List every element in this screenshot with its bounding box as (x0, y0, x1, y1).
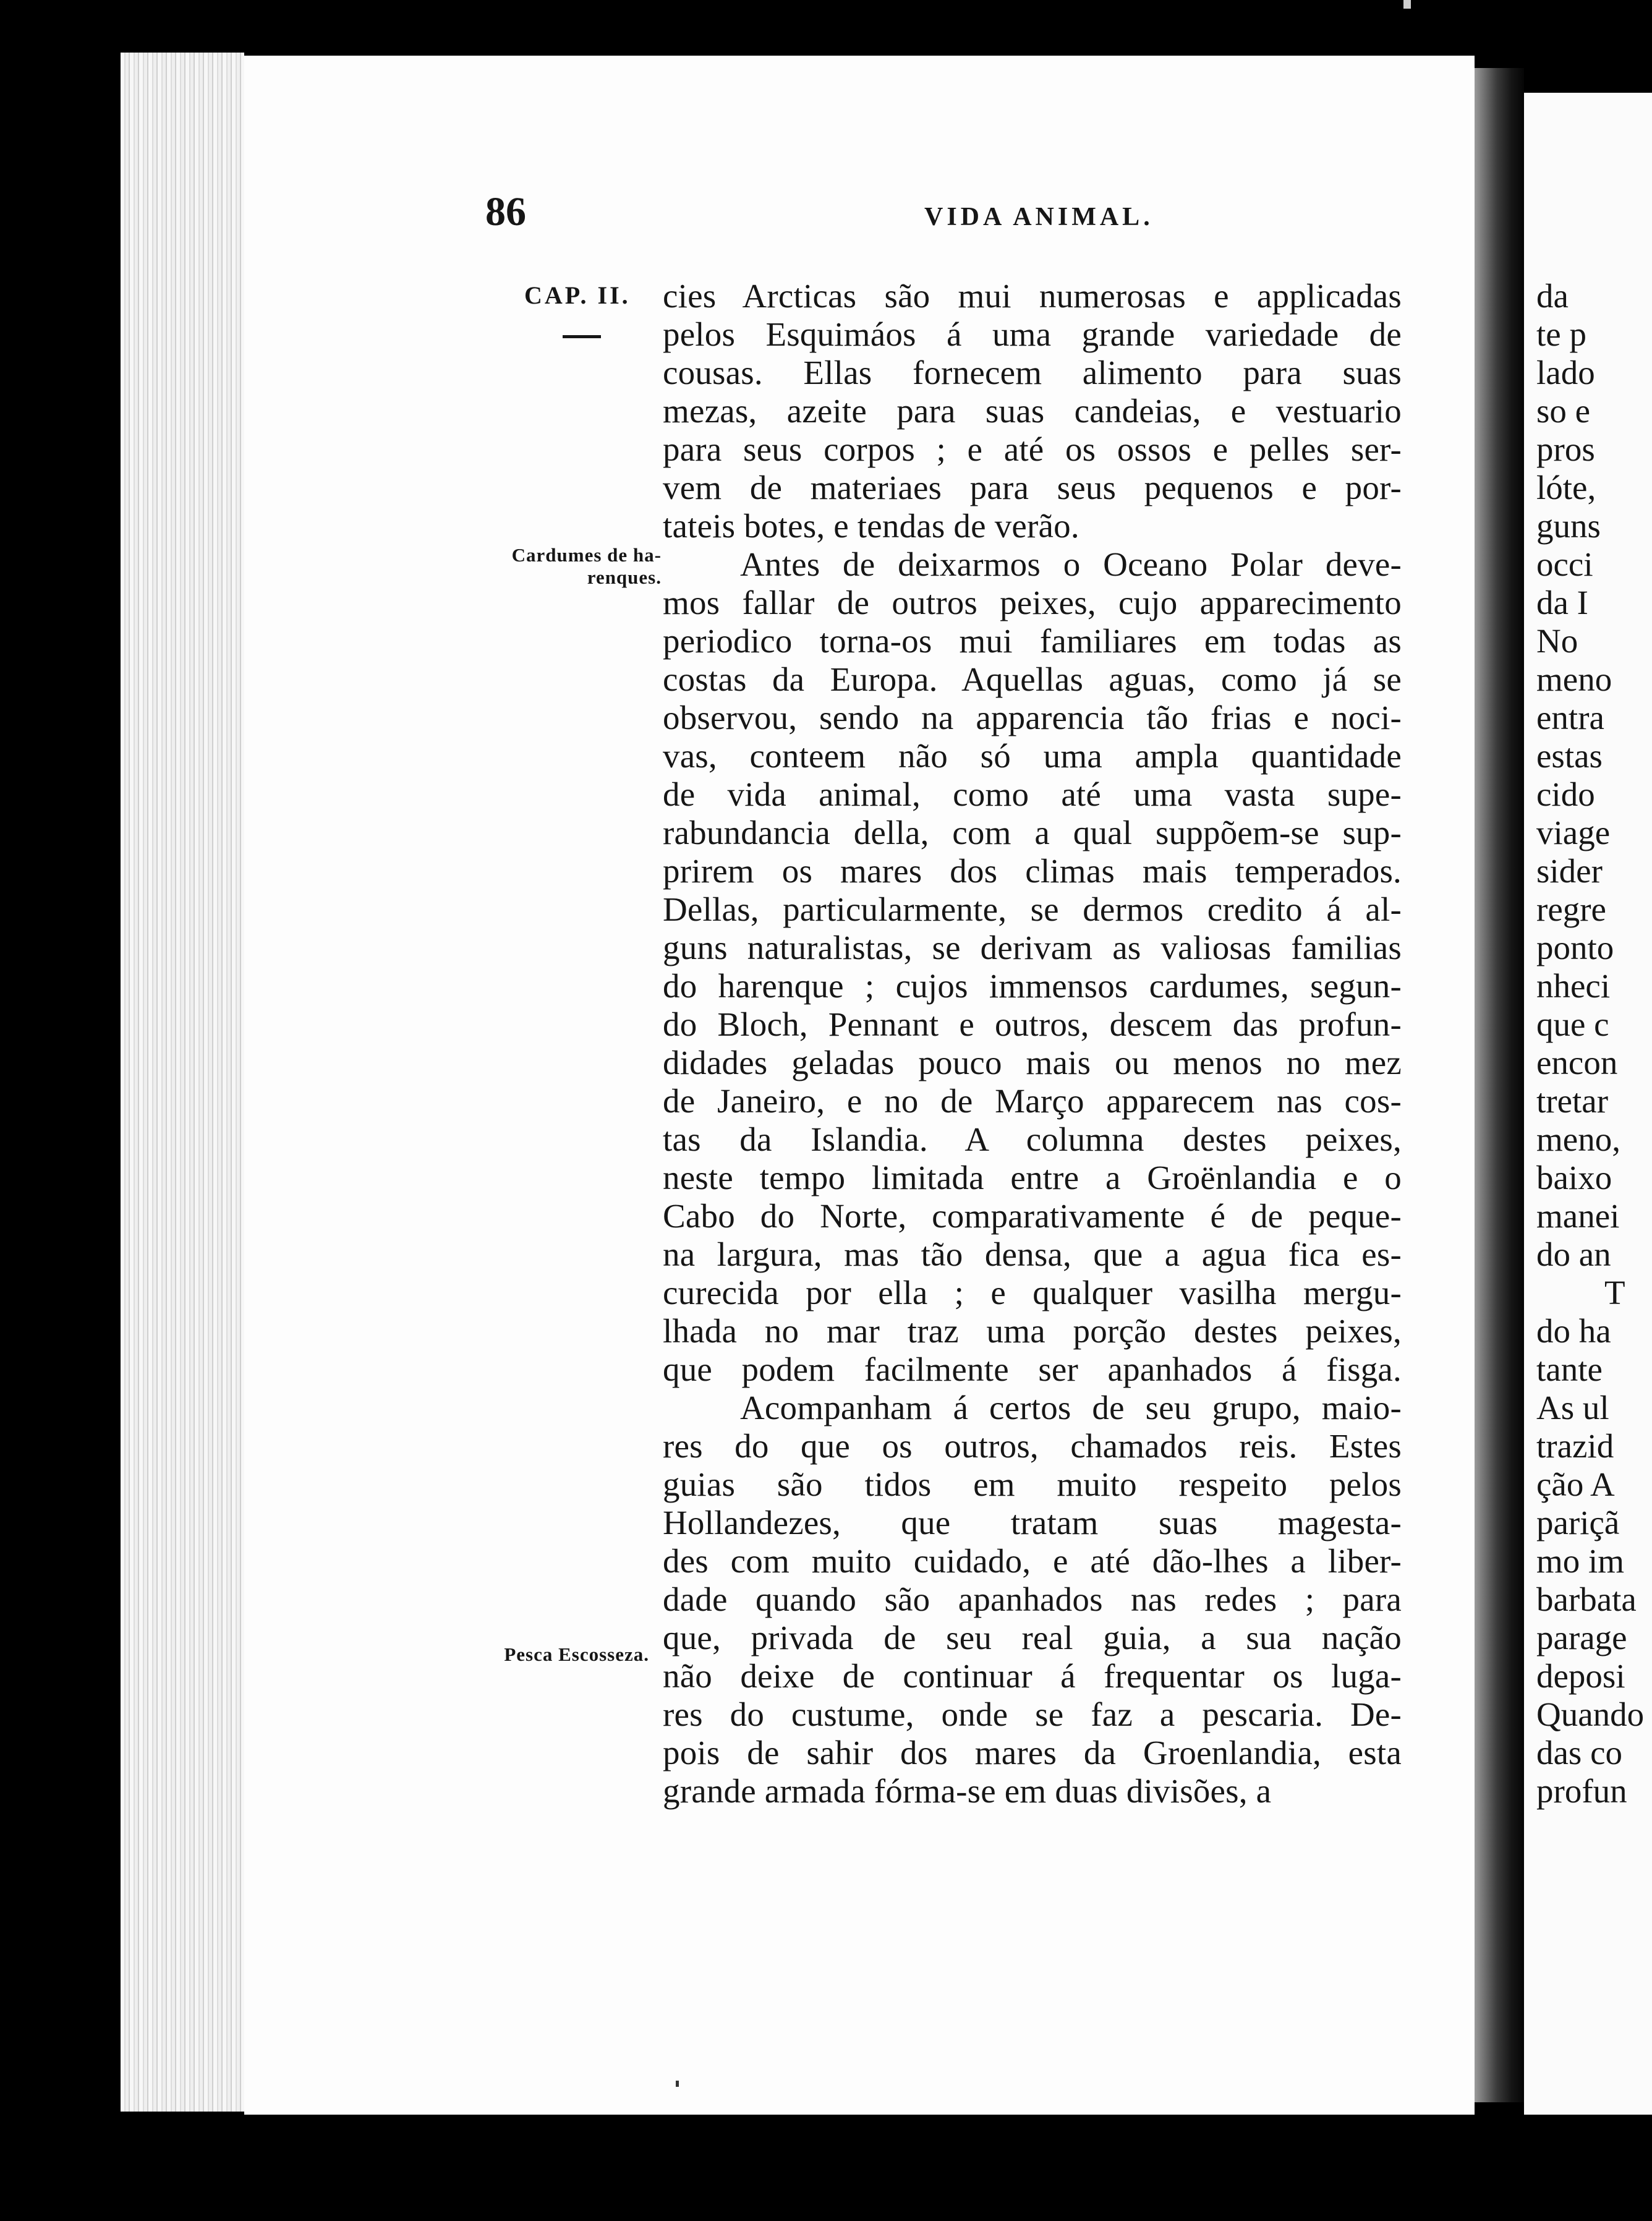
facing-page-line: ponto (1536, 929, 1614, 966)
facing-page-line: T (1604, 1274, 1625, 1311)
text-line: lhada no mar traz uma porção destes peixes, (663, 1312, 1402, 1350)
text-line: observou, sendo na apparencia tão frias e noci- (663, 699, 1402, 736)
facing-page-line: da (1536, 277, 1569, 315)
text-line: de Janeiro, e no de Março apparecem nas cos- (663, 1082, 1402, 1120)
facing-page-line: meno, (1536, 1120, 1620, 1158)
facing-page-line: entra (1536, 699, 1604, 736)
facing-page-line: mo im (1536, 1542, 1625, 1580)
text-line: do harenque ; cujos immensos cardumes, segun- (663, 967, 1402, 1005)
text-line: curecida por ella ; e qualquer vasilha mergu- (663, 1274, 1402, 1311)
facing-page-line: cido (1536, 775, 1595, 813)
text-line: vem de materiaes para seus pequenos e por- (663, 469, 1402, 506)
facing-page-line: te p (1536, 315, 1586, 353)
text-line: Cabo do Norte, comparativamente é de peque- (663, 1197, 1402, 1235)
facing-page-line: occi (1536, 545, 1593, 583)
running-title: VIDA ANIMAL. (924, 203, 1154, 231)
scan-artifact (1403, 0, 1411, 9)
text-line: res do que os outros, chamados reis. Estes (663, 1427, 1402, 1465)
text-line: Hollandezes, que tratam suas magesta- (663, 1504, 1402, 1541)
facing-page-line: lóte, (1536, 469, 1596, 506)
text-line: des com muito cuidado, e até dão-lhes a liber- (663, 1542, 1402, 1580)
text-line: que, privada de seu real guia, a sua nação (663, 1619, 1402, 1656)
facing-page-line: do ha (1536, 1312, 1611, 1350)
text-line: mos fallar de outros peixes, cujo apparecimento (663, 584, 1402, 621)
text-line: guias são tidos em muito respeito pelos (663, 1465, 1402, 1503)
text-line: pelos Esquimáos á uma grande variedade de (663, 315, 1402, 353)
text-line: não deixe de continuar á frequentar os luga- (663, 1657, 1402, 1695)
facing-page-line: No (1536, 622, 1578, 660)
facing-page-line: so e (1536, 392, 1591, 430)
facing-page-line: do an (1536, 1235, 1611, 1273)
facing-page-line: baixo (1536, 1159, 1612, 1196)
facing-page-line: nheci (1536, 967, 1611, 1005)
text-line: na largura, mas tão densa, que a agua fica es- (663, 1235, 1402, 1273)
margin-note-line: Cardumes de ha- (511, 544, 662, 566)
margin-note-pesca (458, 1643, 649, 1666)
body-text (663, 277, 1402, 1810)
facing-page-line: viage (1536, 814, 1611, 851)
page-edges (121, 53, 244, 2112)
facing-page-line: lado (1536, 354, 1595, 391)
facing-page-line: tretar (1536, 1082, 1609, 1120)
book-gutter (1475, 68, 1524, 2102)
text-line: neste tempo limitada entre a Groënlandia e o (663, 1159, 1402, 1196)
facing-page-line: deposi (1536, 1657, 1625, 1695)
text-line: didades geladas pouco mais ou menos no mez (663, 1044, 1402, 1081)
facing-page-line: encon (1536, 1044, 1618, 1081)
text-line: dade quando são apanhados nas redes ; para (663, 1580, 1402, 1618)
text-line: cousas. Ellas fornecem alimento para suas (663, 354, 1402, 391)
facing-page-line: guns (1536, 507, 1601, 545)
chapter-rule (563, 335, 601, 338)
text-line: pois de sahir dos mares da Groenlandia, esta (663, 1734, 1402, 1771)
facing-page-line: As ul (1536, 1389, 1609, 1426)
text-line: Dellas, particularmente, se dermos credito á al- (663, 890, 1402, 928)
facing-page-line: trazid (1536, 1427, 1614, 1465)
facing-page-line: das co (1536, 1734, 1622, 1771)
text-line: tateis botes, e tendas de verão. (663, 507, 1079, 545)
facing-page-line: estas (1536, 737, 1603, 775)
facing-page-line: da I (1536, 584, 1588, 621)
facing-page-line: Quando (1536, 1695, 1645, 1733)
text-line: guns naturalistas, se derivam as valiosas familias (663, 929, 1402, 966)
text-line: costas da Europa. Aquellas aguas, como já se (663, 660, 1402, 698)
facing-page-line: pariçã (1536, 1504, 1620, 1541)
ink-speck (676, 2081, 679, 2087)
facing-page-line: ção A (1536, 1465, 1615, 1503)
text-line: res do custume, onde se faz a pescaria. De- (663, 1695, 1402, 1733)
text-line: mezas, azeite para suas candeias, e vestuario (663, 392, 1402, 430)
facing-page-text (1536, 277, 1652, 1810)
text-line: Acompanham á certos de seu grupo, maio- (740, 1389, 1402, 1426)
text-line: prirem os mares dos climas mais temperados. (663, 852, 1402, 890)
facing-page-line: sider (1536, 852, 1603, 890)
text-line: para seus corpos ; e até os ossos e pelles ser- (663, 430, 1402, 468)
text-line: periodico torna-os mui familiares em todas as (663, 622, 1402, 660)
text-line: tas da Islandia. A columna destes peixes, (663, 1120, 1402, 1158)
text-line: vas, conteem não só uma ampla quantidade (663, 737, 1402, 775)
facing-page-line: tante (1536, 1350, 1603, 1388)
text-line: de vida animal, como até uma vasta supe- (663, 775, 1402, 813)
margin-note-line: renques. (587, 566, 662, 588)
facing-page-line: que c (1536, 1005, 1609, 1043)
margin-note-cardumes (458, 544, 662, 589)
text-line: grande armada fórma-se em duas divisões, a (663, 1772, 1272, 1810)
facing-page-line: parage (1536, 1619, 1627, 1656)
facing-page-line: manei (1536, 1197, 1620, 1235)
facing-page-line: regre (1536, 890, 1606, 928)
text-line: do Bloch, Pennant e outros, descem das profun- (663, 1005, 1402, 1043)
facing-page-line: profun (1536, 1772, 1627, 1810)
chapter-label: CAP. II. (524, 281, 631, 309)
facing-page-line: barbata (1536, 1580, 1637, 1618)
page-number: 86 (485, 189, 526, 234)
margin-note-line: Pesca Escosseza. (504, 1643, 649, 1665)
text-line: Antes de deixarmos o Oceano Polar deve- (740, 545, 1402, 583)
facing-page-line: pros (1536, 430, 1595, 468)
text-line: que podem facilmente ser apanhados á fisga. (663, 1350, 1402, 1388)
text-line: rabundancia della, com a qual suppõem-se sup- (663, 814, 1402, 851)
facing-page-line: meno (1536, 660, 1612, 698)
text-line: cies Arcticas são mui numerosas e applicadas (663, 277, 1402, 315)
